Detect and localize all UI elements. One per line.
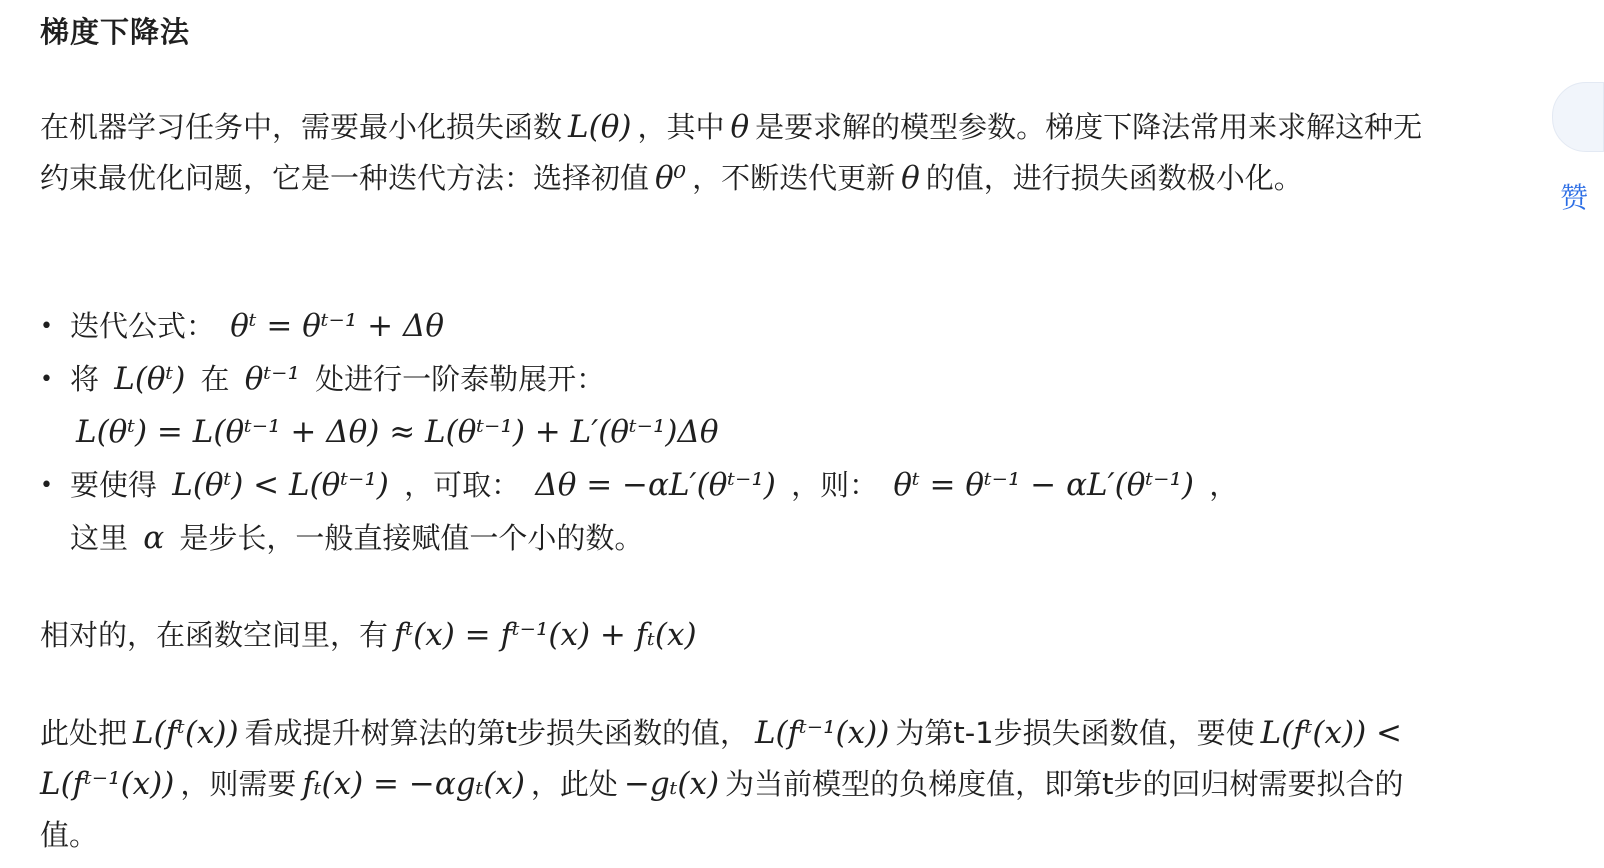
list-item [40,353,1238,459]
bullet-dot: • [40,367,53,392]
floating-side-button[interactable] [1552,82,1604,152]
text: 将 [70,362,100,396]
math-theta: θ [901,160,920,196]
text: 是要求解的模型参数。梯度下降法常用来求解这种无约束最优化问题，它是一种迭代方法：选择初值 [40,110,1423,195]
math-taylor-expansion: L(θᵗ) = L(θᵗ⁻¹ + Δθ) ≈ L(θᵗ⁻¹) + L′(θᵗ⁻¹)Δθ [76,414,719,450]
paragraph-boosting-tree [40,708,1430,861]
text: 要使得 [70,468,158,502]
math: fₜ(x) = −αgₜ(x) [302,766,525,802]
paragraph-gradient-descent [40,102,1430,204]
bullet-list [40,300,1238,565]
paragraph-function-space [40,610,1430,661]
text: 为第t-1步损失函数值，要使 [895,716,1255,750]
text: 这里 [70,521,129,555]
text: ，则： [791,468,879,502]
text: ，其中 [637,110,725,144]
math-alpha: α [143,520,165,556]
list-item [40,300,1238,353]
bullet-dot: • [40,473,53,498]
text: 的值，进行损失函数极小化。 [925,161,1303,195]
math-theta0: θ⁰ [655,160,687,196]
math: L(θᵗ) [114,361,186,397]
text: ，此处 [530,767,618,801]
section-heading: 梯度下降法 [40,15,191,49]
text: 看成提升树算法的第t步损失函数的值， [244,716,749,750]
math-iteration-formula: θᵗ = θᵗ⁻¹ + Δθ [230,308,445,344]
math-function-update: fᵗ(x) = fᵗ⁻¹(x) + fₜ(x) [394,617,697,653]
math: L(fᵗ(x)) [133,715,239,751]
text: 迭代公式： [70,309,216,343]
like-label[interactable]: 赞 [1560,181,1589,214]
math: θᵗ = θᵗ⁻¹ − αL′(θᵗ⁻¹) [893,467,1194,503]
text: ，则需要 [180,767,297,801]
text: 是步长，一般直接赋值一个小的数。 [179,521,644,555]
math: Δθ = −αL′(θᵗ⁻¹) [535,467,776,503]
math: −gₜ(x) [623,766,720,802]
text: 此处把 [40,716,128,750]
text: ，可取： [404,468,521,502]
math-loss: L(θ) [568,109,632,145]
text: 处进行一阶泰勒展开： [315,362,606,396]
text: ， [1209,468,1239,502]
math: L(θᵗ) < L(θᵗ⁻¹) [172,467,389,503]
math: θᵗ⁻¹ [244,361,300,397]
text: 在 [200,362,230,396]
text: 相对的，在函数空间里，有 [40,618,389,652]
bullet-dot: • [40,314,53,339]
text: 在机器学习任务中，需要最小化损失函数 [40,110,563,144]
math-theta: θ [730,109,750,145]
text: 为当前模型的负梯度值，即第t步的回归树需要拟合的值。 [40,767,1404,852]
math: L(fᵗ⁻¹(x)) [754,715,890,751]
text: ，不断迭代更新 [692,161,896,195]
list-item [40,459,1238,565]
math: L(fᵗ(x)) < L(fᵗ⁻¹(x)) [40,715,1403,802]
